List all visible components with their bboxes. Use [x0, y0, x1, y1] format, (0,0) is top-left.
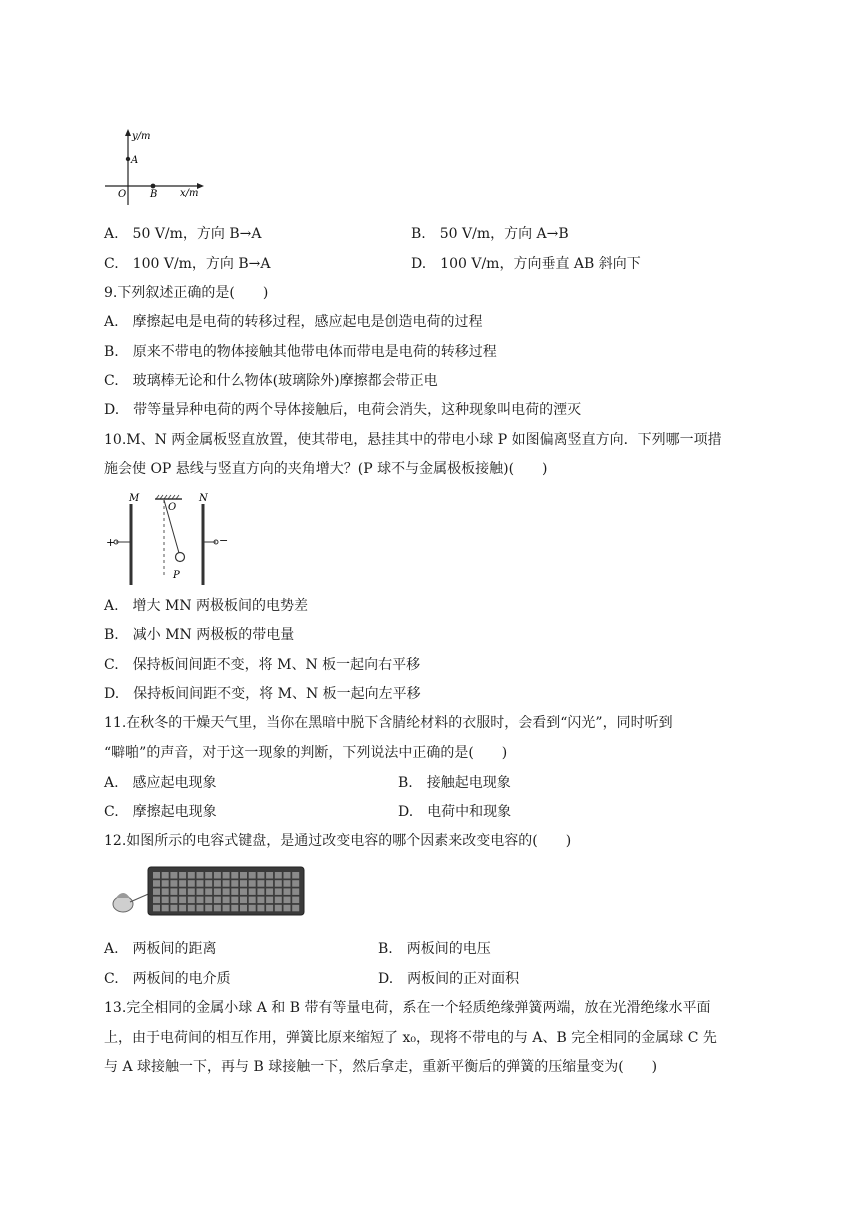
q10-option-b[interactable]: B. 减小 MN 两极板的带电量 [104, 627, 295, 643]
keyboard-key [179, 880, 186, 887]
keyboard-key [197, 905, 204, 912]
q10-option-d[interactable]: D. 保持板间间距不变，将 M、N 板一起向左平移 [104, 686, 421, 702]
keyboard-key [197, 897, 204, 904]
q10-stem-line2: 施会使 OP 悬线与竖直方向的夹角增大？(P 球不与金属极板接触)( ) [104, 461, 548, 477]
plate-m-label: M [129, 493, 140, 504]
keyboard-key [170, 888, 177, 895]
keyboard-key [205, 905, 212, 912]
keyboard-key [284, 872, 291, 879]
q12-option-c[interactable]: C. 两板间的电介质 [104, 971, 231, 987]
keyboard-key [188, 905, 195, 912]
keyboard-key [231, 897, 238, 904]
keyboard-key [223, 872, 230, 879]
keyboard-key [170, 872, 177, 879]
keyboard-key [240, 905, 247, 912]
q9-option-b[interactable]: B. 原来不带电的物体接触其他带电体而带电是电荷的转移过程 [104, 344, 497, 360]
keyboard-key [162, 880, 169, 887]
q10-option-a[interactable]: A. 增大 MN 两极板间的电势差 [104, 598, 309, 614]
keyboard-key [266, 897, 273, 904]
q10-capacitor-pendulum-figure [100, 490, 240, 590]
pivot-o-label: O [168, 502, 177, 513]
q10-option-c[interactable]: C. 保持板间间距不变，将 M、N 板一起向右平移 [104, 657, 421, 673]
keyboard-key [266, 880, 273, 887]
origin-label: O [118, 189, 127, 200]
keyboard-key [223, 897, 230, 904]
keyboard-key [162, 905, 169, 912]
keyboard-key [257, 905, 264, 912]
keyboard-key [153, 888, 160, 895]
plus-sign: + [106, 536, 116, 549]
keyboard-key [231, 880, 238, 887]
q9-stem: 9.下列叙述正确的是( ) [104, 285, 269, 301]
keyboard-key [188, 880, 195, 887]
q11-option-d[interactable]: D. 电荷中和现象 [398, 804, 512, 820]
q12-option-d[interactable]: D. 两板间的正对面积 [378, 971, 520, 987]
ball-p-label: P [173, 570, 180, 581]
x-axis-label: x/m [180, 188, 199, 199]
point-a-label: A [131, 155, 139, 166]
q11-option-b[interactable]: B. 接触起电现象 [398, 775, 511, 791]
q8-option-d[interactable]: D. 100 V/m，方向垂直 AB 斜向下 [411, 256, 641, 272]
q9-option-c[interactable]: C. 玻璃棒无论和什么物体(玻璃除外)摩擦都会带正电 [104, 373, 438, 389]
q13-stem-line3: 与 A 球接触一下，再与 B 球接触一下，然后拿走，重新平衡后的弹簧的压缩量变为( ) [104, 1059, 658, 1075]
keyboard-key [153, 905, 160, 912]
keyboard-key [275, 905, 282, 912]
keyboard-key [249, 905, 256, 912]
keyboard-key [214, 905, 221, 912]
keyboard-key [275, 880, 282, 887]
q9-option-a[interactable]: A. 摩擦起电是电荷的转移过程，感应起电是创造电荷的过程 [104, 314, 483, 330]
keyboard-key [257, 872, 264, 879]
keyboard-key [292, 880, 299, 887]
keyboard-key [266, 872, 273, 879]
keyboard-key [170, 880, 177, 887]
keyboard-key [249, 888, 256, 895]
keyboard-key [214, 888, 221, 895]
q12-option-b[interactable]: B. 两板间的电压 [378, 941, 491, 957]
keyboard-key [205, 888, 212, 895]
keyboard-key [179, 897, 186, 904]
keyboard-key [179, 888, 186, 895]
keyboard-key [223, 880, 230, 887]
keyboard-key [162, 888, 169, 895]
keyboard-key [249, 897, 256, 904]
keyboard-key [179, 872, 186, 879]
q11-stem-line1: 11.在秋冬的干燥天气里，当你在黑暗中脱下含腈纶材料的衣服时，会看到“闪光”，同时听到 [104, 715, 673, 731]
keyboard-key [240, 872, 247, 879]
keyboard-key [240, 880, 247, 887]
keyboard-key [266, 905, 273, 912]
q11-option-c[interactable]: C. 摩擦起电现象 [104, 804, 217, 820]
keyboard-key [284, 888, 291, 895]
y-axis-label: y/m [132, 131, 151, 142]
keyboard-key [292, 905, 299, 912]
keyboard-key [223, 888, 230, 895]
keyboard-key [275, 897, 282, 904]
keyboard-key [249, 880, 256, 887]
keyboard-key [188, 872, 195, 879]
keyboard-keys [153, 872, 299, 911]
keyboard-key [205, 897, 212, 904]
keyboard-key [188, 888, 195, 895]
keyboard-key [257, 880, 264, 887]
keyboard-key [214, 897, 221, 904]
keyboard-key [214, 872, 221, 879]
q12-keyboard-photo [108, 864, 308, 922]
point-b-label: B [150, 189, 158, 200]
q12-option-a[interactable]: A. 两板间的距离 [104, 941, 217, 957]
q11-stem-line2: “噼啪”的声音，对于这一现象的判断，下列说法中正确的是( ) [104, 745, 508, 761]
q12-stem: 12.如图所示的电容式键盘，是通过改变电容的哪个因素来改变电容的( ) [104, 833, 572, 849]
keyboard-key [292, 872, 299, 879]
keyboard-key [162, 872, 169, 879]
keyboard-key [153, 872, 160, 879]
keyboard-key [197, 888, 204, 895]
keyboard-key [292, 897, 299, 904]
keyboard-key [284, 897, 291, 904]
keyboard-key [223, 905, 230, 912]
q8-option-c[interactable]: C. 100 V/m，方向 B→A [104, 256, 271, 272]
keyboard-key [162, 897, 169, 904]
keyboard-key [284, 880, 291, 887]
keyboard-key [197, 880, 204, 887]
minus-sign: − [219, 534, 229, 547]
keyboard-key [231, 872, 238, 879]
q8-coordinate-figure [100, 125, 210, 215]
q8-option-b[interactable]: B. 50 V/m，方向 A→B [411, 226, 569, 242]
keyboard-key [170, 897, 177, 904]
keyboard-key [266, 888, 273, 895]
keyboard-key [231, 905, 238, 912]
keyboard-key [231, 888, 238, 895]
keyboard-key [188, 897, 195, 904]
keyboard-key [275, 888, 282, 895]
q11-option-a[interactable]: A. 感应起电现象 [104, 775, 217, 791]
keyboard-key [240, 888, 247, 895]
keyboard-key [170, 905, 177, 912]
keyboard-key [257, 897, 264, 904]
plate-n-label: N [199, 493, 208, 504]
keyboard-key [284, 905, 291, 912]
keyboard-key [179, 905, 186, 912]
keyboard-key [153, 897, 160, 904]
keyboard-key [205, 872, 212, 879]
keyboard-key [214, 880, 221, 887]
keyboard-key [153, 880, 160, 887]
q9-option-d[interactable]: D. 带等量异种电荷的两个导体接触后，电荷会消失，这种现象叫电荷的湮灭 [104, 402, 582, 418]
q8-option-a[interactable]: A. 50 V/m，方向 B→A [104, 226, 262, 242]
q13-stem-line2: 上，由于电荷间的相互作用，弹簧比原来缩短了 x₀，现将不带电的与 A、B 完全相同的金属球 C 先 [104, 1030, 717, 1046]
keyboard-key [240, 897, 247, 904]
q13-stem-line1: 13.完全相同的金属小球 A 和 B 带有等量电荷，系在一个轻质绝缘弹簧两端，放在光滑绝缘水平面 [104, 1000, 711, 1016]
keyboard-key [257, 888, 264, 895]
keyboard-key [292, 888, 299, 895]
keyboard-key [249, 872, 256, 879]
keyboard-key [205, 880, 212, 887]
keyboard-key [275, 872, 282, 879]
keyboard-key [197, 872, 204, 879]
q10-stem-line1: 10.M、N 两金属板竖直放置，使其带电，悬挂其中的带电小球 P 如图偏离竖直方向．下列哪一项措 [104, 432, 722, 448]
